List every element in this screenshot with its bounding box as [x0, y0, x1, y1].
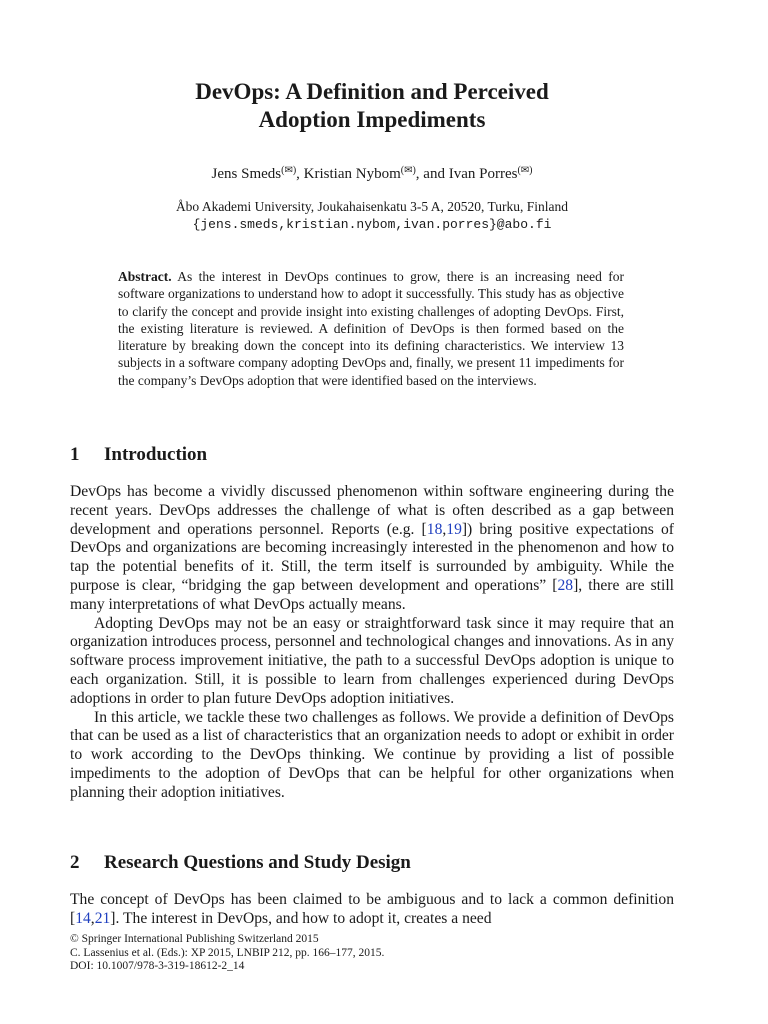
- mail-mark: (✉): [281, 165, 297, 176]
- paragraph-text: The concept of DevOps has been claimed to be ambiguous and to lack a common definition [: [70, 891, 674, 927]
- paragraph: [70, 483, 674, 615]
- paper-title: [70, 78, 674, 134]
- copyright-line: © Springer International Publishing Switzerland 2015: [70, 933, 319, 945]
- paragraph-text: ]. The interest in DevOps, and how to adopt it, creates a need: [110, 909, 492, 927]
- abstract: [118, 268, 624, 389]
- introduction-body: [70, 483, 674, 803]
- section-number: 2: [70, 852, 80, 873]
- section-title: Introduction: [104, 444, 208, 465]
- citation-link[interactable]: 21: [94, 909, 111, 927]
- title-line-1: DevOps: A Definition and Perceived: [195, 79, 549, 104]
- author-name: Jens Smeds: [211, 166, 282, 182]
- paragraph-text: ,: [442, 520, 447, 538]
- author-name: Ivan Porres: [448, 166, 518, 182]
- paragraph: In this article, we tackle these two challenges as follows. We provide a definition of DevOps that can be used as a list of characteristics that an organization needs to adopt or exhibit in order to work according to the DevOps thinking. We continue by providing a list of possible impediments to the adoption of DevOps that can be helpful for other organizations when planning their adoption initiatives.: [70, 708, 674, 801]
- research-questions-body: [70, 891, 674, 929]
- citation-link[interactable]: 28: [557, 576, 574, 594]
- author-name: Kristian Nybom: [303, 166, 401, 182]
- citation-line: C. Lassenius et al. (Eds.): XP 2015, LNBIP 212, pp. 166–177, 2015.: [70, 946, 385, 959]
- mail-mark: (✉): [400, 165, 416, 176]
- citation-link[interactable]: 18: [426, 520, 443, 538]
- paragraph: Adopting DevOps may not be an easy or straightforward task since it may require that an organization introduces process, personnel and technological changes and innovations. As in any software process improvement initiative, the path to a successful DevOps adoption is unique to each organization. Still, it is possible to learn from challenges experienced during DevOps adoptions in order to plan future DevOps adoption initiatives.: [70, 614, 674, 707]
- section-heading-research-questions: [70, 851, 411, 875]
- section-number: 1: [70, 444, 80, 465]
- abstract-label: Abstract.: [118, 269, 172, 284]
- paragraph-text: ], there are still many interpretations of what DevOps actually means.: [70, 576, 674, 613]
- author-separator: , and: [415, 166, 449, 182]
- section-heading-introduction: [70, 443, 207, 467]
- author-list: [70, 161, 674, 184]
- paragraph-text: ,: [90, 909, 95, 927]
- paragraph: [70, 891, 674, 929]
- abstract-text: As the interest in DevOps continues to grow, there is an increasing need for software organizations to understand how to adopt it successfully. This study has as objective to clarify the concept and provide insight into existing challenges of adopting DevOps. First, the existing literature is reviewed. A definition of DevOps is then formed based on the literature by breaking down the concept into its defining characteristics. We interview 13 subjects in a software company adopting DevOps and, finally, we present 11 impediments for the company’s DevOps adoption that were identified based on the interviews.: [118, 269, 624, 388]
- paragraph-text: DevOps has become a vividly discussed phenomenon within software engineering during the recent years. DevOps addresses the challenge of what is often described as a gap between development and operations personnel. Reports (e.g. [: [70, 483, 674, 538]
- publication-footer: [70, 933, 674, 974]
- mail-mark: (✉): [517, 165, 533, 176]
- doi-line: DOI: 10.1007/978-3-319-18612-2_14: [70, 960, 245, 972]
- author-separator: ,: [296, 166, 304, 182]
- section-title: Research Questions and Study Design: [104, 852, 411, 873]
- affiliation-block: [70, 198, 674, 234]
- affiliation: Åbo Akademi University, Joukahaisenkatu 3-5 A, 20520, Turku, Finland: [175, 199, 569, 214]
- paragraph-text: ]) bring positive expectations of DevOps and organizations are becoming increasingly interested in the phenomenon and how to tap the potential benefits of it. Still, the term itself is surrounded by ambiguity. While the purpose is clear, “bridging the gap between development and operations” [: [70, 520, 675, 594]
- paper-page: [70, 0, 674, 1024]
- citation-link[interactable]: 19: [446, 520, 462, 538]
- title-line-2: Adoption Impediments: [258, 107, 486, 132]
- email-list: {jens.smeds,kristian.nybom,ivan.porres}@abo.fi: [192, 217, 552, 232]
- citation-link[interactable]: 14: [75, 909, 91, 927]
